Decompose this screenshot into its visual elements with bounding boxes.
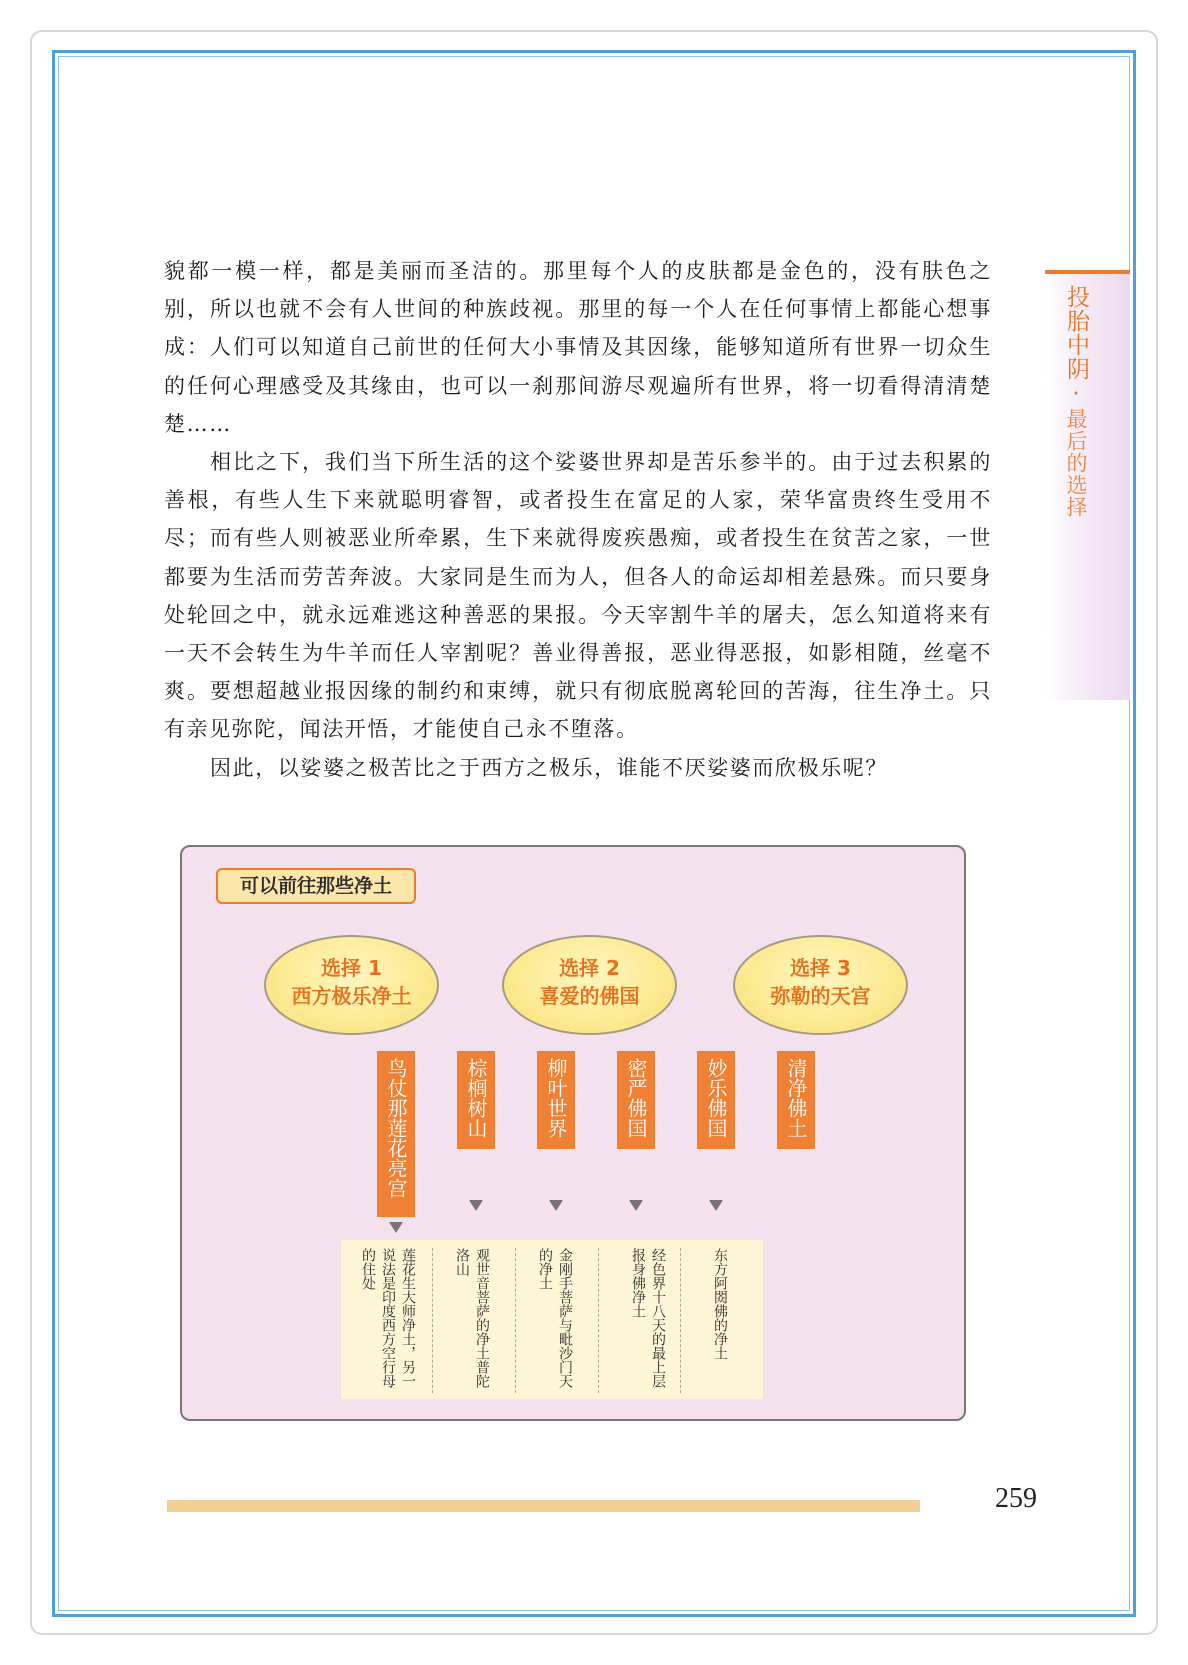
description-divider: [515, 1248, 516, 1393]
description-divider: [680, 1248, 681, 1393]
body-text: [164, 252, 992, 787]
choice-1-name: 西方极乐净土: [291, 984, 412, 1008]
paragraph-1: 貌都一模一样，都是美丽而圣洁的。那里每个人的皮肤都是金色的，没有肤色之别，所以也就不会有人世间的种族歧视。那里的每一个人在任何事情上都能心想事成：人们可以知道自己前世的任何大小事情及其因缘，能够知道所有世界一切众生的任何心理感受及其缘由，也可以一刹那间游尽观遍所有世界，将一切看得清清楚楚……: [164, 259, 992, 436]
chapter-title-main: 投胎中阴: [1063, 285, 1089, 381]
footer-bar: [167, 1500, 920, 1512]
choice-1-label: 选择 1: [321, 956, 382, 980]
paragraph-3: 因此，以娑婆之极苦比之于西方之极乐，谁能不厌娑婆而欣极乐呢？: [210, 755, 888, 780]
description-5: 东方阿閦佛的净土: [712, 1248, 728, 1360]
arrow-down-icon: [389, 1222, 403, 1233]
choice-3-ellipse: [733, 935, 908, 1035]
chapter-title-separator: ·: [1063, 381, 1089, 408]
paragraph-2: 相比之下，我们当下所生活的这个娑婆世界却是苦乐参半的。由于过去积累的善根，有些人生下来就聪明睿智，或者投生在富足的人家，荣华富贵终生受用不尽；而有些人则被恶业所牵累，生下来就得废疾愚痴，或者投生在贫苦之家，一世都要为生活而劳苦奔波。大家同是生而为人，但各人的命运却相差悬殊。而只要身处轮回之中，就永远难逃这种善恶的果报。今天宰割牛羊的屠夫，怎么知道将来有一天不会转生为牛羊而任人宰割呢？善业得善报，恶业得恶报，如影相随，丝毫不爽。要想超越业报因缘的制约和束缚，就只有彻底脱离轮回的苦海，往生净土。只有亲见弥陀，闻法开悟，才能使自己永不堕落。: [164, 450, 992, 742]
choice-2-ellipse: [502, 935, 677, 1035]
description-3: 金刚手菩萨与毗沙门天的净土: [537, 1248, 573, 1388]
description-divider: [598, 1248, 599, 1393]
arrow-down-icon: [469, 1200, 483, 1211]
description-1: 莲花生大师净土，另一说法是印度西方空行母的住处: [360, 1248, 416, 1388]
land-pill-4: 密严佛国: [617, 1051, 655, 1149]
arrow-down-icon: [709, 1200, 723, 1211]
land-pill-3: 柳叶世界: [537, 1051, 575, 1149]
chapter-side-tab-rule: [1045, 270, 1130, 274]
land-pill-5: 妙乐佛国: [697, 1051, 735, 1149]
choice-3-label: 选择 3: [790, 956, 851, 980]
arrow-down-icon: [629, 1200, 643, 1211]
chapter-title: [1053, 285, 1093, 518]
choice-3-name: 弥勒的天宫: [770, 984, 871, 1008]
diagram-title: 可以前往那些净土: [216, 868, 416, 904]
description-divider: [432, 1248, 433, 1393]
choice-2-label: 选择 2: [559, 956, 620, 980]
description-2: 观世音菩萨的净土普陀洛山: [454, 1248, 490, 1388]
choice-1-ellipse: [264, 935, 439, 1035]
choice-2-name: 喜爱的佛国: [539, 984, 640, 1008]
chapter-title-subtitle: 最后的选择: [1064, 408, 1088, 518]
page-number: 259: [995, 1483, 1037, 1514]
land-pill-2: 棕榈树山: [457, 1051, 495, 1149]
land-pill-1: 鸟仗那莲花亮宫: [377, 1051, 415, 1217]
arrow-down-icon: [549, 1200, 563, 1211]
description-4: 经色界十八天的最上层报身佛净土: [630, 1248, 666, 1388]
land-pill-6: 清净佛土: [777, 1051, 815, 1149]
